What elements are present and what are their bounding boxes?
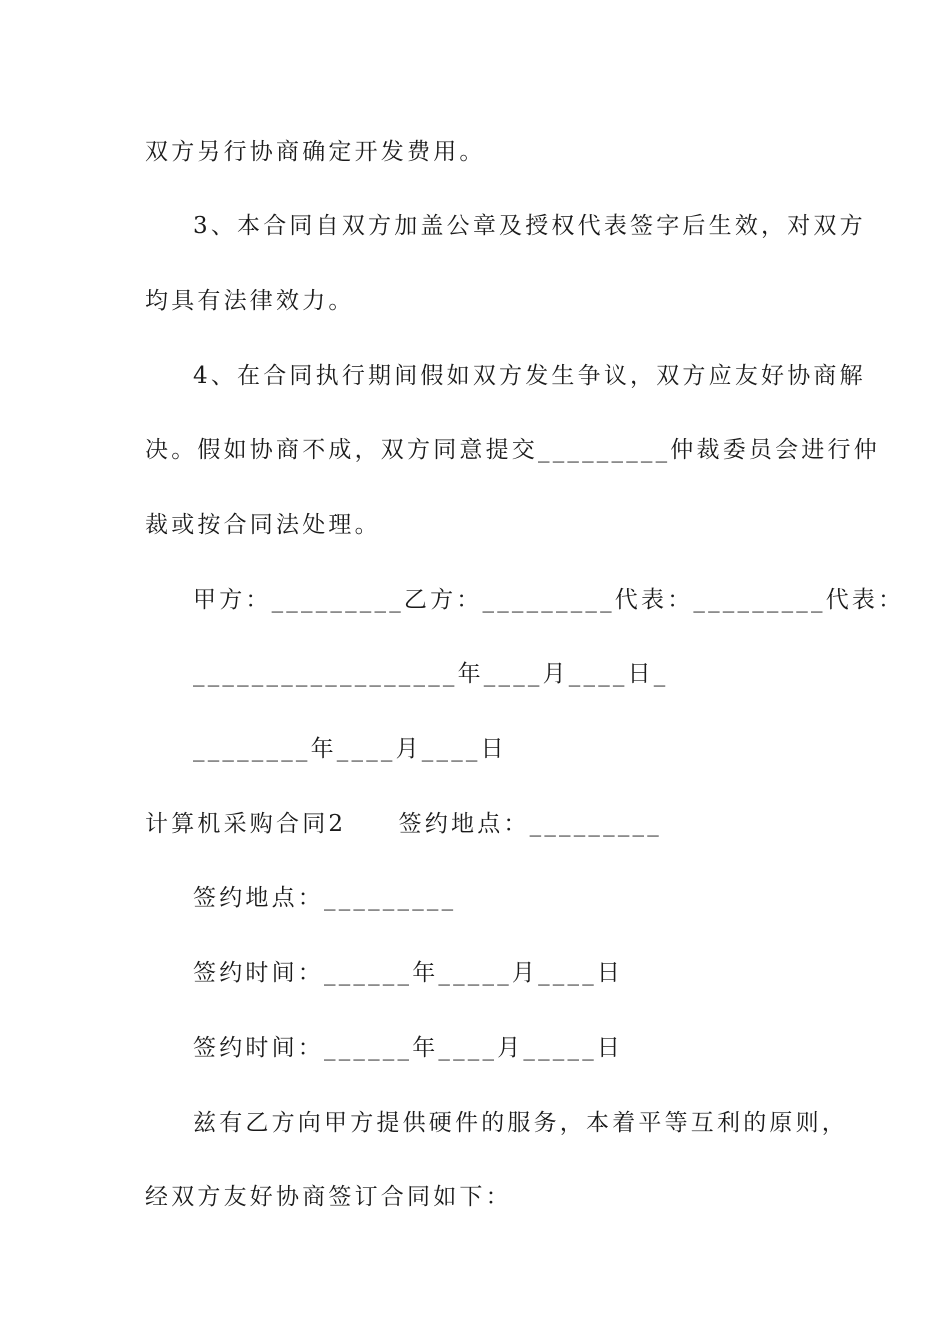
signature-parties-line: 甲方：_________乙方：_________代表：_________代表： [193, 587, 905, 613]
paragraph-line: 双方另行协商确定开发费用。 [145, 139, 486, 165]
signing-place-line: 签约地点：_________ [193, 885, 457, 911]
clause-4-line: 4、在合同执行期间假如双方发生争议，双方应友好协商解 [193, 363, 866, 389]
paragraph-line: 决。假如协商不成，双方同意提交_________仲裁委员会进行仲 [145, 437, 880, 463]
date-line: __________________年____月____日_ [193, 661, 669, 687]
date-line: ________年____月____日 [193, 736, 507, 762]
preamble-line: 兹有乙方向甲方提供硬件的服务，本着平等互利的原则， [193, 1110, 848, 1136]
preamble-line: 经双方友好协商签订合同如下： [145, 1184, 512, 1210]
clause-3-line: 3、本合同自双方加盖公章及授权代表签字后生效，对双方 [193, 213, 866, 239]
contract-title-line: 计算机采购合同2 签约地点：_________ [145, 811, 662, 837]
paragraph-line: 均具有法律效力。 [145, 288, 355, 314]
signing-time-line: 签约时间：______年____月_____日 [193, 1035, 624, 1061]
paragraph-line: 裁或按合同法处理。 [145, 512, 381, 538]
signing-time-line: 签约时间：______年_____月____日 [193, 960, 624, 986]
